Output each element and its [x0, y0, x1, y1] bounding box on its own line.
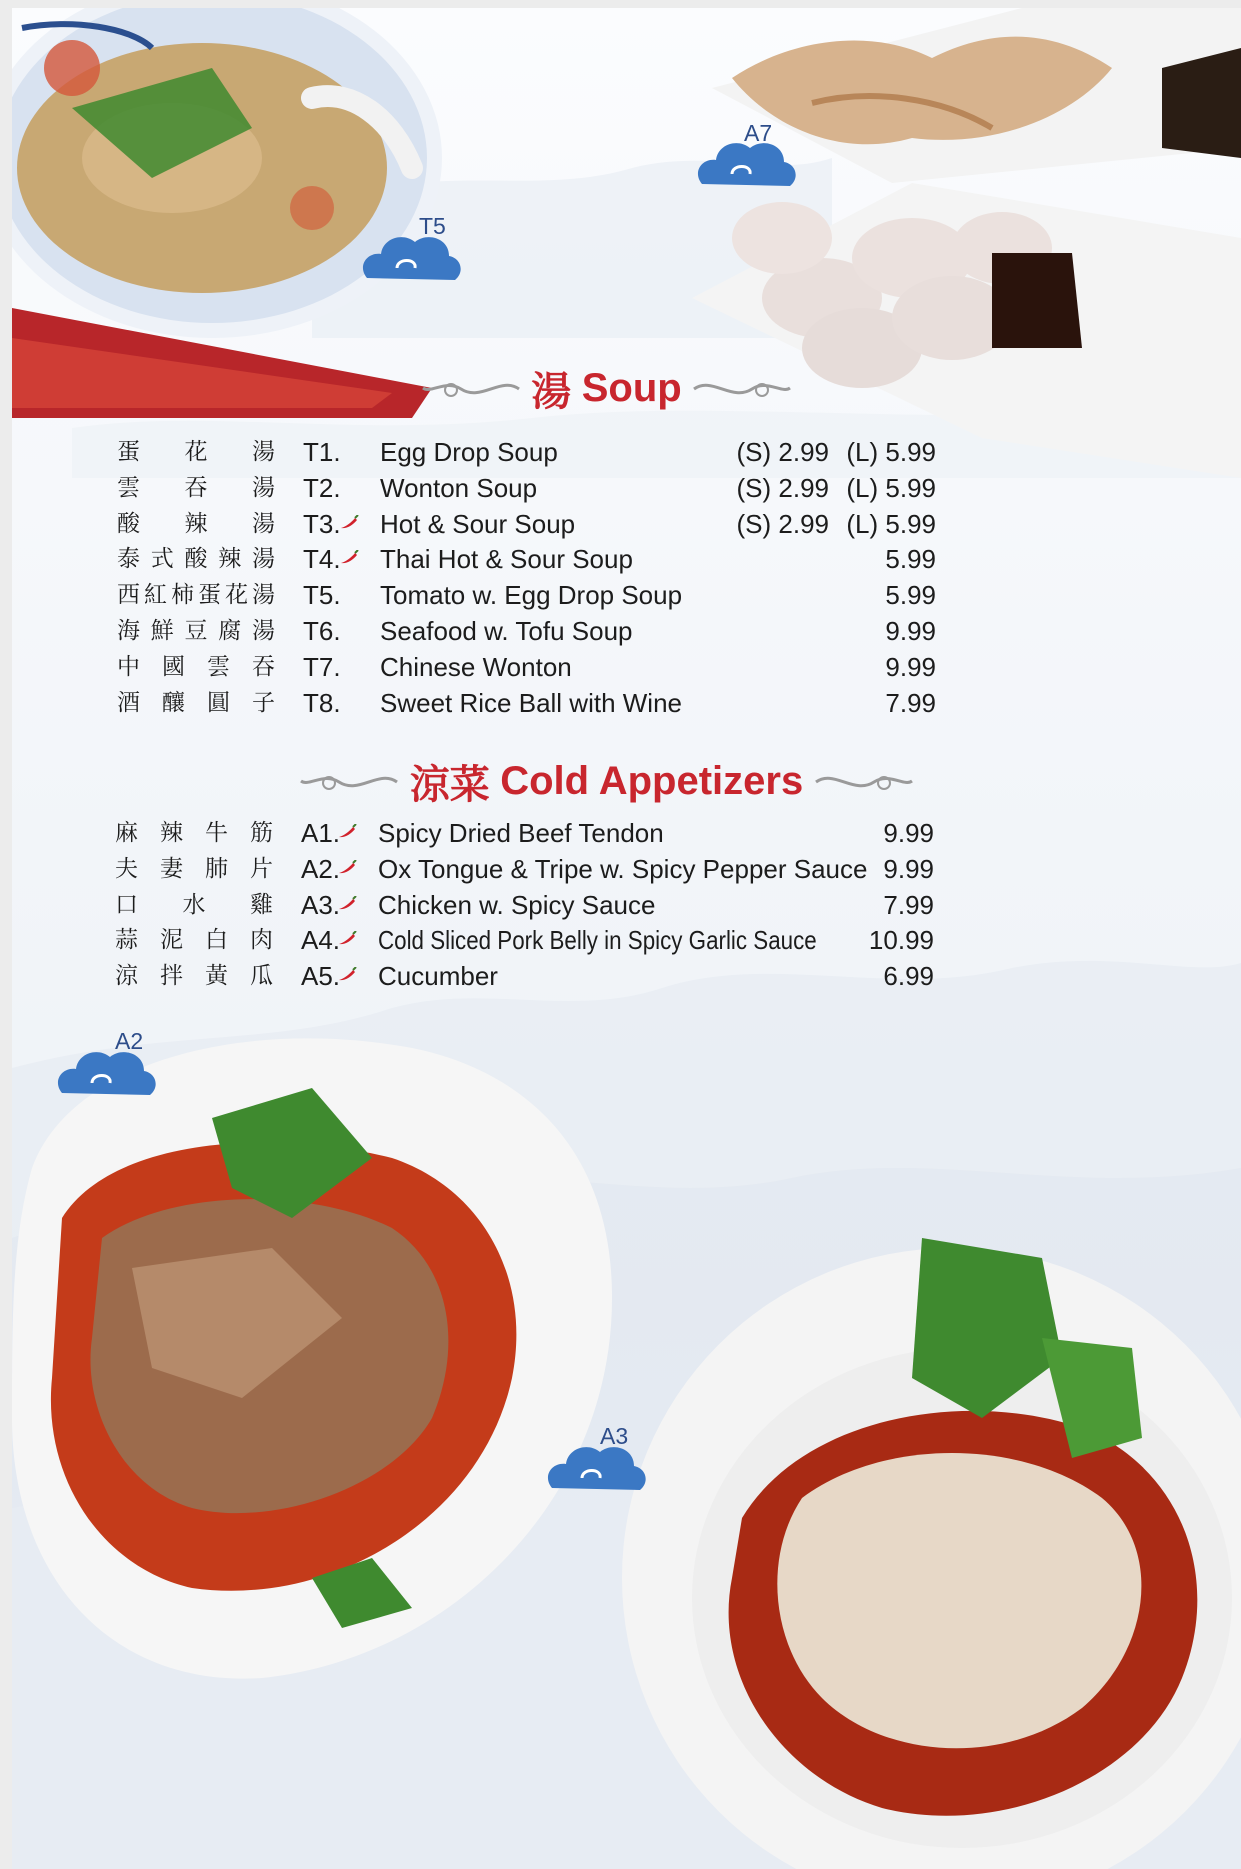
chinese-character: 肺	[205, 855, 228, 882]
cold-heading-zh: 涼菜	[409, 761, 490, 808]
photo-label-a2: A2	[115, 1028, 144, 1054]
chinese-character: 水	[182, 891, 206, 918]
item-price: 5.99	[885, 580, 936, 611]
item-chinese-name	[117, 432, 275, 472]
item-code: T3.	[303, 508, 341, 539]
chinese-character: 酒	[117, 689, 140, 716]
item-chinese-name	[117, 539, 275, 579]
item-price: (L) 5.99	[846, 472, 936, 503]
chinese-character: 中	[117, 653, 140, 680]
chinese-character: 黃	[205, 963, 228, 990]
soup-item	[12, 468, 1241, 508]
item-chinese-name	[117, 611, 275, 651]
chinese-character: 圓	[207, 689, 230, 716]
item-code: A1.	[301, 818, 341, 848]
item-name: Thai Hot & Sour Soup	[380, 544, 633, 575]
item-name: Chicken w. Spicy Sauce	[378, 889, 656, 920]
soup-item	[12, 504, 1241, 544]
item-name: Tomato w. Egg Drop Soup	[380, 580, 683, 611]
cold-appetizer-item	[12, 813, 1241, 853]
chinese-character: 子	[252, 689, 275, 716]
chili-pepper-icon	[337, 896, 357, 910]
item-chinese-name	[115, 956, 273, 996]
item-price: (L) 5.99	[846, 437, 936, 467]
item-code: T4.	[303, 544, 341, 575]
item-code: T2.	[303, 472, 341, 503]
chinese-character: 國	[162, 653, 185, 680]
chinese-character: 麻	[115, 820, 138, 846]
chinese-character: 湯	[252, 510, 275, 537]
chili-pepper-icon	[339, 550, 359, 564]
scroll-ornament-icon	[692, 374, 792, 404]
item-name: Sweet Rice Ball with Wine	[380, 687, 682, 718]
item-chinese-name	[117, 468, 275, 508]
item-chinese-name	[117, 683, 275, 723]
item-chinese-name	[115, 920, 273, 960]
item-code: A5.	[301, 961, 341, 992]
chinese-character: 蛋	[198, 582, 221, 609]
item-name: Chinese Wonton	[380, 651, 572, 682]
soup-photo	[12, 8, 442, 418]
chicken-spicy-sauce-photo	[622, 1198, 1241, 1869]
chinese-character: 吞	[252, 653, 275, 680]
chinese-character: 口	[115, 891, 138, 918]
chinese-character: 蒜	[115, 927, 138, 954]
chinese-character: 辣	[160, 820, 183, 846]
item-price: 7.99	[883, 889, 934, 920]
chinese-character: 筋	[250, 820, 273, 846]
item-name: Wonton Soup	[380, 472, 538, 503]
item-code: T5.	[303, 580, 341, 611]
chinese-character: 雲	[117, 474, 140, 501]
item-name: Spicy Dried Beef Tendon	[378, 818, 664, 848]
soup-item	[12, 432, 1241, 472]
item-price-small: (S) 2.99	[736, 437, 829, 467]
photo-label-a7: A7	[744, 120, 773, 146]
soup-heading	[12, 360, 1221, 420]
ox-tongue-tripe-photo	[12, 1018, 622, 1688]
item-name: Hot & Sour Soup	[380, 508, 576, 539]
item-price: 6.99	[883, 961, 934, 992]
soup-heading-zh: 湯	[531, 368, 572, 415]
chinese-character: 湯	[252, 546, 275, 573]
item-name: Cold Sliced Pork Belly in Spicy Garlic Sauce	[378, 925, 817, 956]
chinese-character: 酸	[117, 510, 140, 537]
item-code: T1.	[303, 437, 341, 467]
chinese-character: 吞	[184, 474, 208, 501]
scroll-ornament-icon	[299, 767, 399, 797]
chinese-character: 湯	[252, 618, 275, 644]
chinese-character: 泥	[160, 927, 183, 954]
soup-item	[12, 647, 1241, 687]
item-chinese-name	[117, 647, 275, 687]
chinese-character: 酸	[184, 546, 208, 573]
chinese-character: 海	[117, 618, 140, 644]
chili-pepper-icon	[337, 824, 357, 838]
chinese-character: 湯	[252, 439, 275, 465]
item-chinese-name	[115, 849, 273, 889]
item-price: 5.99	[885, 544, 936, 575]
chinese-character: 泰	[117, 546, 140, 573]
item-chinese-name	[115, 813, 273, 853]
chinese-character: 紅	[144, 582, 167, 609]
chinese-character: 瓜	[250, 963, 273, 990]
cold-appetizers-heading	[12, 753, 1221, 813]
item-name: Ox Tongue & Tripe w. Spicy Pepper Sauce	[378, 853, 868, 884]
chili-pepper-icon	[337, 860, 357, 874]
item-price-small: (S) 2.99	[736, 508, 829, 539]
item-price: 9.99	[883, 853, 934, 884]
cold-appetizer-item	[12, 849, 1241, 889]
chinese-character: 式	[150, 546, 174, 573]
chinese-character: 湯	[252, 474, 275, 501]
item-price-small: (S) 2.99	[736, 472, 829, 503]
chinese-character: 豆	[184, 618, 208, 644]
item-code: T7.	[303, 651, 341, 682]
chinese-character: 夫	[115, 855, 138, 882]
chinese-character: 腐	[218, 618, 242, 644]
chinese-character: 辣	[218, 546, 242, 573]
chinese-character: 西	[117, 582, 140, 609]
chinese-character: 雲	[207, 653, 230, 680]
chinese-character: 湯	[252, 582, 275, 609]
chinese-character: 片	[250, 855, 273, 882]
chili-pepper-icon	[339, 515, 359, 529]
item-code: A4.	[301, 925, 341, 956]
chinese-character: 釀	[162, 689, 185, 716]
chinese-character: 蛋	[117, 439, 140, 465]
item-name: Cucumber	[378, 961, 498, 992]
soup-item	[12, 539, 1241, 579]
chinese-character: 花	[184, 439, 208, 465]
menu-page	[12, 8, 1241, 1869]
item-name: Egg Drop Soup	[380, 437, 558, 467]
cloud-icon	[357, 228, 467, 290]
chinese-character: 雞	[250, 891, 273, 918]
item-chinese-name	[117, 575, 275, 615]
scroll-ornament-icon	[421, 374, 521, 404]
item-code: A3.	[301, 889, 341, 920]
item-price: (L) 5.99	[846, 508, 936, 539]
chinese-character: 柿	[171, 582, 194, 609]
cloud-icon	[542, 1438, 652, 1500]
item-price: 9.99	[883, 818, 934, 848]
scroll-ornament-icon	[814, 767, 914, 797]
soup-item	[12, 683, 1241, 723]
chili-pepper-icon	[337, 967, 357, 981]
photo-label-t5: T5	[419, 213, 446, 239]
item-price: 10.99	[868, 925, 934, 956]
chinese-character: 妻	[160, 855, 183, 882]
chinese-character: 拌	[160, 963, 183, 990]
chinese-character: 肉	[250, 927, 273, 954]
photo-label-a3: A3	[600, 1423, 629, 1449]
cold-appetizer-item	[12, 885, 1241, 925]
chili-pepper-icon	[337, 931, 357, 945]
chinese-character: 白	[205, 927, 228, 954]
item-price: 9.99	[885, 651, 936, 682]
item-chinese-name	[115, 885, 273, 925]
item-chinese-name	[117, 504, 275, 544]
soup-item	[12, 611, 1241, 651]
item-name: Seafood w. Tofu Soup	[380, 616, 633, 646]
chinese-character: 涼	[115, 963, 138, 990]
chinese-character: 花	[225, 582, 248, 609]
item-price: 9.99	[885, 616, 936, 646]
item-code: T8.	[303, 687, 341, 718]
item-code: A2.	[301, 853, 341, 884]
item-code: T6.	[303, 616, 341, 646]
item-price: 7.99	[885, 687, 936, 718]
soup-heading-en: Soup	[581, 366, 682, 410]
chinese-character: 辣	[184, 510, 208, 537]
cold-appetizer-item	[12, 956, 1241, 996]
soup-item	[12, 575, 1241, 615]
cloud-icon	[52, 1043, 162, 1105]
chinese-character: 牛	[205, 820, 228, 846]
cold-appetizer-item	[12, 920, 1241, 960]
chinese-character: 鮮	[150, 618, 174, 644]
cold-heading-en: Cold Appetizers	[500, 759, 804, 803]
